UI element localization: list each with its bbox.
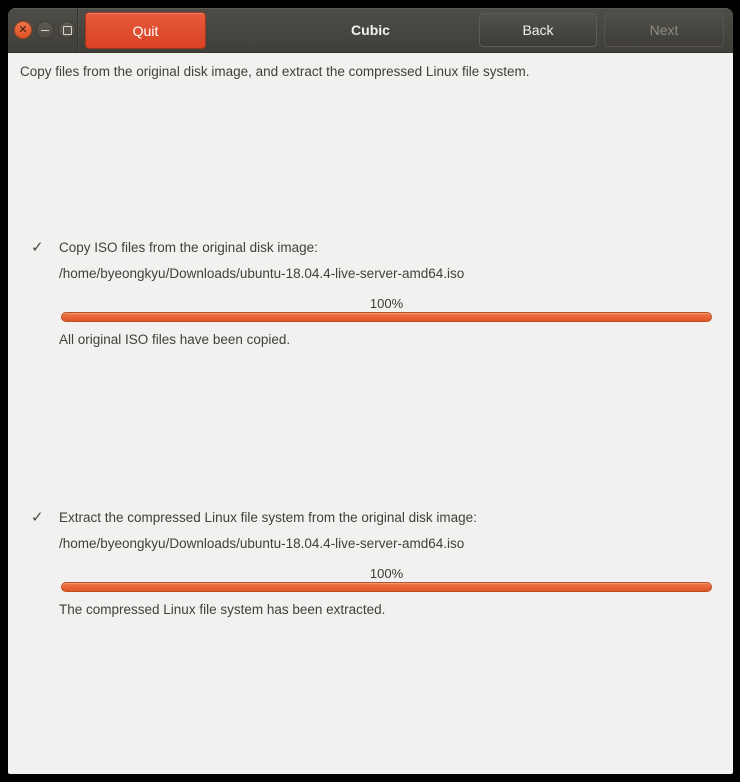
task-copy-iso (8, 238, 733, 348)
progress-bar-fill (61, 312, 712, 322)
page-description: Copy files from the original disk image, and extract the compressed Linux file system. (20, 64, 530, 79)
task-status: The compressed Linux file system has been extracted. (59, 602, 386, 617)
quit-button[interactable]: Quit (85, 12, 206, 49)
minimize-button[interactable] (36, 21, 54, 39)
back-button[interactable]: Back (479, 13, 597, 47)
task-label: Copy ISO files from the original disk image: (59, 240, 318, 255)
cubic-window (8, 8, 733, 774)
window-controls (14, 8, 76, 52)
task-label: Extract the compressed Linux file system from the original disk image: (59, 510, 477, 525)
iso-file-path: /home/byeongkyu/Downloads/ubuntu-18.04.4-live-server-amd64.iso (59, 536, 465, 551)
close-icon: ✕ (18, 23, 28, 36)
progress-bar (61, 582, 712, 592)
task-status: All original ISO files have been copied. (59, 332, 291, 347)
progress-percent-label: 100% (369, 566, 404, 581)
maximize-icon (63, 26, 72, 35)
close-button[interactable] (14, 21, 32, 39)
next-button[interactable]: Next (604, 13, 724, 47)
window-title: Cubic (351, 22, 390, 38)
minimize-icon (41, 30, 49, 31)
progress-bar-fill (61, 582, 712, 592)
progress-bar (61, 312, 712, 322)
progress-percent-label: 100% (369, 296, 404, 311)
titlebar-divider (77, 8, 78, 52)
titlebar (8, 8, 733, 53)
check-icon: ✓ (31, 509, 44, 526)
iso-file-path: /home/byeongkyu/Downloads/ubuntu-18.04.4-live-server-amd64.iso (59, 266, 465, 281)
check-icon: ✓ (31, 239, 44, 256)
task-extract-squashfs (8, 508, 733, 618)
maximize-button[interactable] (58, 21, 76, 39)
